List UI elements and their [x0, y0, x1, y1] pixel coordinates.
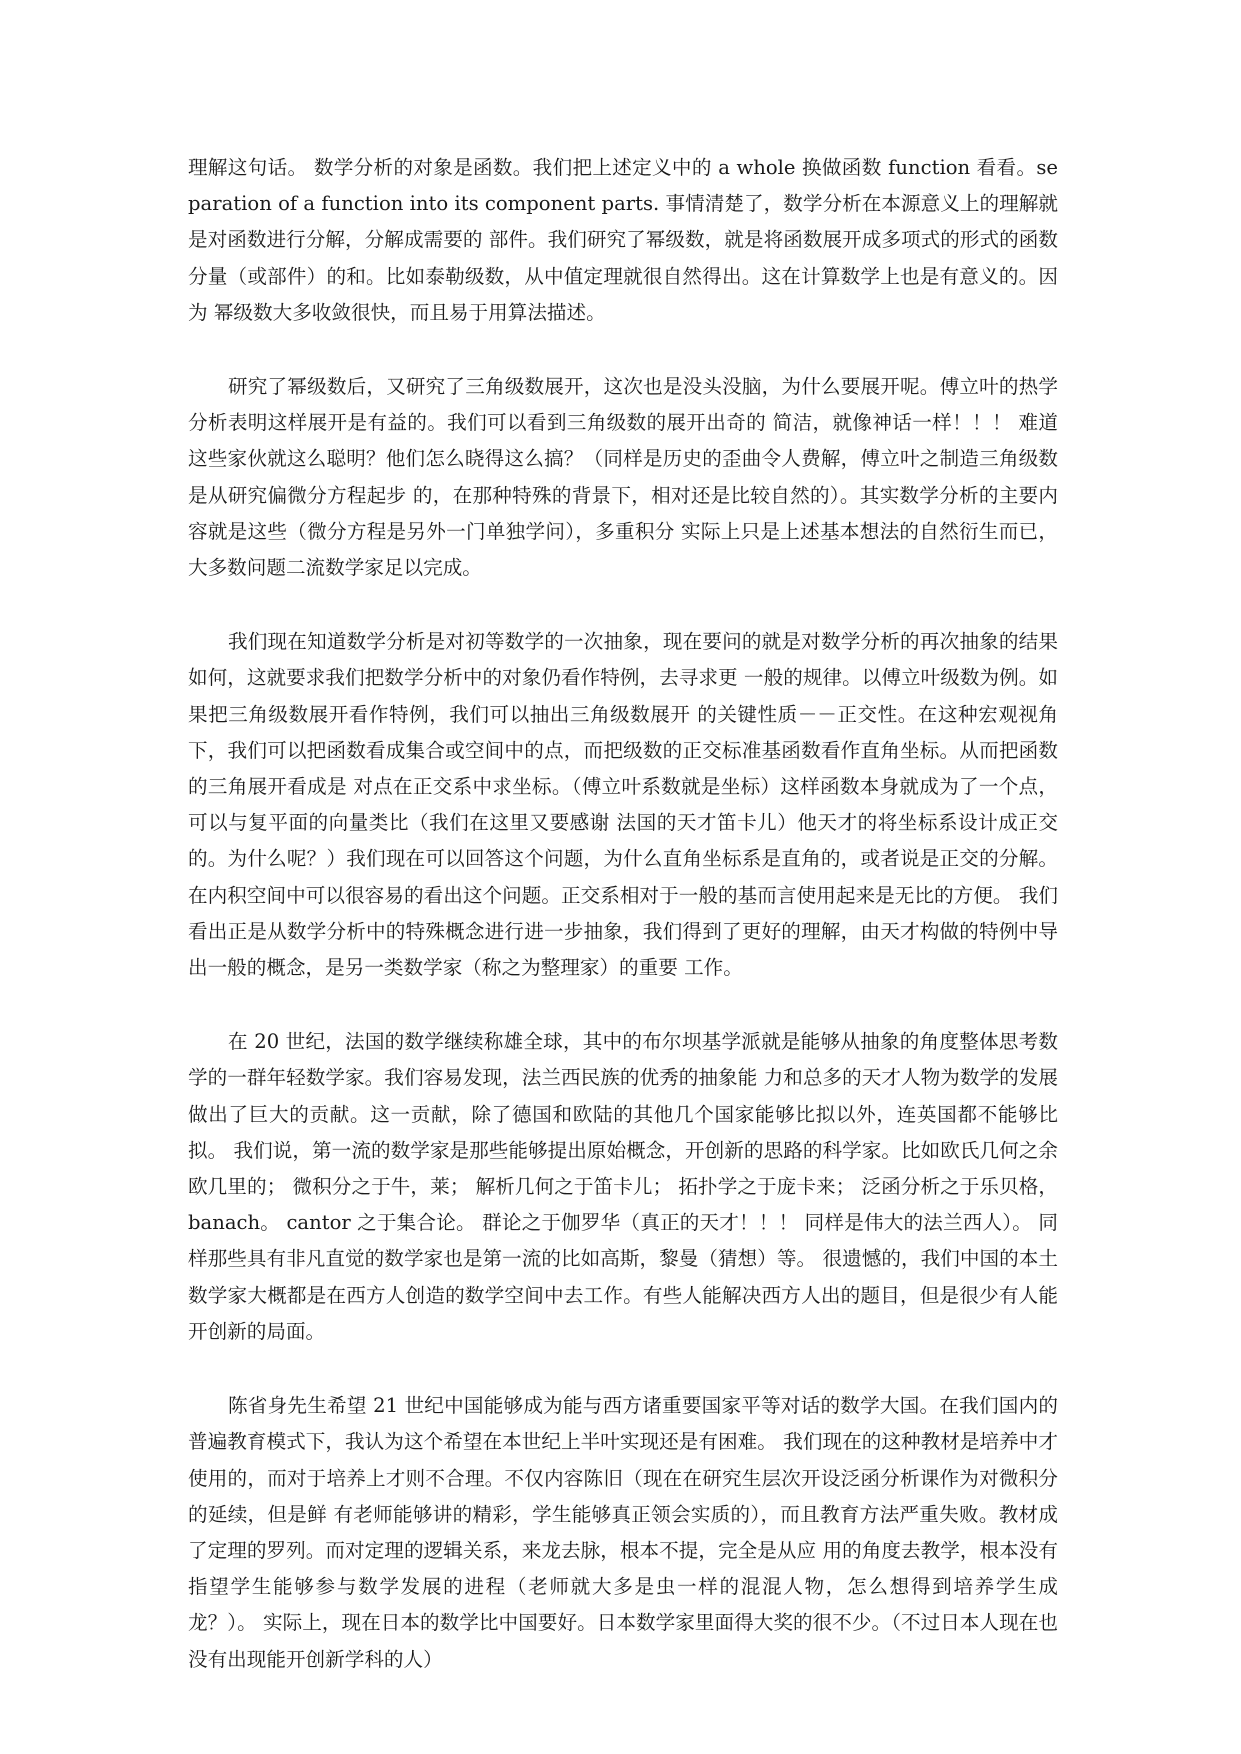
paragraph-5: 陈省身先生希望 21 世纪中国能够成为能与西方诸重要国家平等对话的数学大国。在我们国内的普遍教育模式下，我认为这个希望在本世纪上半叶实现还是有困难。 我们现在的这种教材是培养中才使用的，而对于培养上才则不合理。不仅内容陈旧（现在在研究生层次开设泛函分析课作为对微积分的延续，但是鲜 有老师能够讲的精彩，学生能够真正领会实质的），而且教育方法严重失败。教材成了定理的罗列。而对定理的逻辑关系，来龙去脉，根本不提，完全是从应 用的角度去教学，根本没有指望学生能够参与数学发展的进程（老师就大多是虫一样的混混人物，怎么想得到培养学生成龙？）。 实际上，现在日本的数学比中国要好。日本数学家里面得大奖的很不少。（不过日本人现在也没有出现能开创新学科的人）: [188, 1394, 1058, 1671]
paragraph-4: 在 20 世纪，法国的数学继续称雄全球，其中的布尔坝基学派就是能够从抽象的角度整体思考数学的一群年轻数学家。我们容易发现，法兰西民族的优秀的抽象能 力和总多的天才人物为数学的发展做出了巨大的贡献。这一贡献，除了德国和欧陆的其他几个国家能够比拟以外，连英国都不能够比拟。 我们说，第一流的数学家是那些能够提出原始概念，开创新的思路的科学家。比如欧氏几何之余欧几里的； 微积分之于牛，莱； 解析几何之于笛卡儿； 拓扑学之于庞卡来； 泛函分析之于乐贝格，banach。 cantor 之于集合论。 群论之于伽罗华（真正的天才！！！ 同样是伟大的法兰西人）。 同样那些具有非凡直觉的数学家也是第一流的比如高斯，黎曼（猜想）等。 很遗憾的，我们中国的本土数学家大概都是在西方人创造的数学空间中去工作。有些人能解决西方人出的题目，但是很少有人能开创新的局面。: [188, 1030, 1058, 1343]
paragraph-1: 理解这句话。 数学分析的对象是函数。我们把上述定义中的 a whole 换做函数 function 看看。separation of a function into its component parts. 事情清楚了，数学分析在本源意义上的理解就是对函数进行分解，分解成需要的 部件。我们研究了幂级数，就是将函数展开成多项式的形式的函数分量（或部件）的和。比如泰勒级数，从中值定理就很自然得出。这在计算数学上也是有意义的。因为 幂级数大多收敛很快，而且易于用算法描述。: [188, 156, 1058, 324]
paragraph-2: 研究了幂级数后，又研究了三角级数展开，这次也是没头没脑，为什么要展开呢。傅立叶的热学分析表明这样展开是有益的。我们可以看到三角级数的展开出奇的 简洁，就像神话一样！！！ 难道这些家伙就这么聪明？他们怎么晓得这么搞？（同样是历史的歪曲令人费解，傅立叶之制造三角级数是从研究偏微分方程起步 的，在那种特殊的背景下，相对还是比较自然的）。其实数学分析的主要内容就是这些（微分方程是另外一门单独学问），多重积分 实际上只是上述基本想法的自然衍生而已，大多数问题二流数学家足以完成。: [188, 375, 1058, 580]
document-page: [188, 150, 1058, 1716]
paragraph-3: 我们现在知道数学分析是对初等数学的一次抽象，现在要问的就是对数学分析的再次抽象的结果如何，这就要求我们把数学分析中的对象仍看作特例，去寻求更 一般的规律。以傅立叶级数为例。如果把三角级数展开看作特例，我们可以抽出三角级数展开 的关键性质－－正交性。在这种宏观视角下，我们可以把函数看成集合或空间中的点，而把级数的正交标准基函数看作直角坐标。从而把函数的三角展开看成是 对点在正交系中求坐标。（傅立叶系数就是坐标）这样函数本身就成为了一个点，可以与复平面的向量类比（我们在这里又要感谢 法国的天才笛卡儿）他天才的将坐标系设计成正交的。为什么呢？）我们现在可以回答这个问题，为什么直角坐标系是直角的，或者说是正交的分解。 在内积空间中可以很容易的看出这个问题。正交系相对于一般的基而言使用起来是无比的方便。 我们看出正是从数学分析中的特殊概念进行进一步抽象，我们得到了更好的理解，由天才构做的特例中导出一般的概念，是另一类数学家（称之为整理家）的重要 工作。: [188, 630, 1058, 980]
